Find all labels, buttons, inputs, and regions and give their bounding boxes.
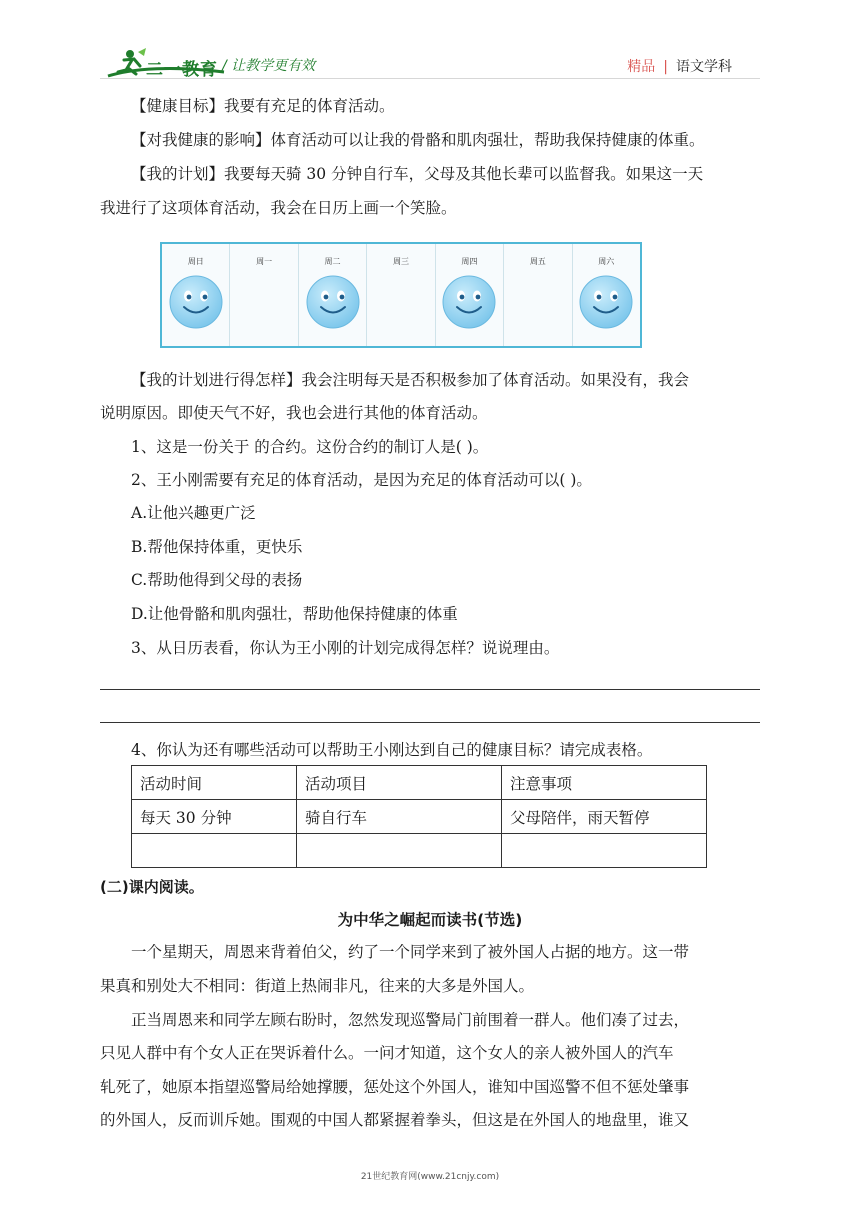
calendar-day-label: 周日 — [187, 257, 204, 266]
answer-line-1[interactable] — [100, 689, 760, 690]
table-row — [132, 800, 707, 834]
health-impact: 【对我健康的影响】体育活动可以让我的骨骼和肌肉强壮，帮助我保持健康的体重。 — [131, 131, 705, 149]
calendar-day-label: 周六 — [598, 257, 615, 266]
table-cell: 父母陪伴，雨天暂停 — [502, 800, 707, 834]
header-right — [627, 56, 732, 76]
smiley-calendar — [160, 242, 642, 348]
smiley-face-icon — [168, 274, 224, 330]
passage-line: 正当周恩来和同学左顾右盼时，忽然发现巡警局门前围着一群人。他们凑了过去， — [131, 1011, 690, 1029]
passage-line: 只见人群中有个女人正在哭诉着什么。一问才知道，这个女人的亲人被外国人的汽车 — [100, 1044, 674, 1062]
answer-line-2[interactable] — [100, 722, 760, 723]
section-heading: (二)课内阅读。 — [100, 878, 204, 896]
header-divider — [100, 78, 760, 79]
table-cell-empty[interactable] — [502, 834, 707, 868]
passage-line: 果真和别处大不相同：街道上热闹非凡，往来的大多是外国人。 — [100, 977, 535, 995]
passage-line: 轧死了，她原本指望巡警局给她撑腰，惩处这个外国人，谁知中国巡警不但不惩处肇事 — [100, 1078, 690, 1096]
logo-text: 二一教育 — [146, 60, 218, 80]
calendar-day-cell — [299, 244, 367, 346]
option-c: C.帮助他得到父母的表扬 — [131, 571, 303, 589]
subject-label: 语文学科 — [676, 59, 732, 75]
smiley-face-icon — [578, 274, 634, 330]
table-cell: 每天 30 分钟 — [132, 800, 297, 834]
progress-line-2: 说明原因。即使天气不好，我也会进行其他的体育活动。 — [100, 404, 488, 422]
question-3: 3、从日历表看，你认为王小刚的计划完成得怎样？说说理由。 — [131, 639, 560, 657]
option-d: D.让他骨骼和肌肉强壮，帮助他保持健康的体重 — [131, 605, 458, 623]
calendar-day-label: 周三 — [392, 257, 409, 266]
table-header-cell: 注意事项 — [502, 766, 707, 800]
plan-line-2: 我进行了这项体育活动，我会在日历上画一个笑脸。 — [100, 199, 457, 217]
passage-line: 的外国人，反而训斥她。围观的中国人都紧握着拳头，但这是在外国人的地盘里，谁又 — [100, 1111, 690, 1129]
question-4: 4、你认为还有哪些活动可以帮助王小刚达到自己的健康目标？请完成表格。 — [131, 741, 653, 759]
table-cell: 骑自行车 — [297, 800, 502, 834]
progress-line-1: 【我的计划进行得怎样】我会注明每天是否积极参加了体育活动。如果没有，我会 — [131, 371, 690, 389]
quality-label: 精品 — [627, 59, 656, 75]
calendar-day-cell — [230, 244, 298, 346]
calendar-day-cell — [162, 244, 230, 346]
table-header-row — [132, 766, 707, 800]
option-a: A.让他兴趣更广泛 — [131, 504, 256, 522]
table-row[interactable] — [132, 834, 707, 868]
table-header-cell: 活动时间 — [132, 766, 297, 800]
calendar-day-label: 周二 — [324, 257, 341, 266]
calendar-day-label: 周一 — [256, 257, 273, 266]
table-cell-empty[interactable] — [132, 834, 297, 868]
question-2: 2、王小刚需要有充足的体育活动，是因为充足的体育活动可以( )。 — [131, 471, 592, 489]
slogan: / 让教学更有效 — [222, 58, 316, 74]
activity-table — [131, 765, 707, 868]
table-header-cell: 活动项目 — [297, 766, 502, 800]
option-b: B.帮他保持体重，更快乐 — [131, 538, 303, 556]
calendar-day-label: 周四 — [461, 257, 478, 266]
smiley-face-icon — [305, 274, 361, 330]
question-1: 1、这是一份关于 的合约。这份合约的制订人是( )。 — [131, 438, 489, 456]
passage-title: 为中华之崛起而读书(节选) — [337, 911, 523, 929]
health-goal: 【健康目标】我要有充足的体育活动。 — [131, 97, 395, 115]
header-separator: | — [663, 59, 668, 75]
plan-line-1: 【我的计划】我要每天骑 30 分钟自行车，父母及其他长辈可以监督我。如果这一天 — [131, 165, 704, 183]
passage-line: 一个星期天，周恩来背着伯父，约了一个同学来到了被外国人占据的地方。这一带 — [131, 943, 690, 961]
calendar-day-cell — [436, 244, 504, 346]
smiley-face-icon — [441, 274, 497, 330]
table-cell-empty[interactable] — [297, 834, 502, 868]
calendar-day-label: 周五 — [529, 257, 546, 266]
calendar-day-cell — [367, 244, 435, 346]
footer-source: 21世纪教育网(www.21cnjy.com) — [360, 1172, 500, 1182]
calendar-day-cell — [504, 244, 572, 346]
calendar-day-cell — [573, 244, 640, 346]
